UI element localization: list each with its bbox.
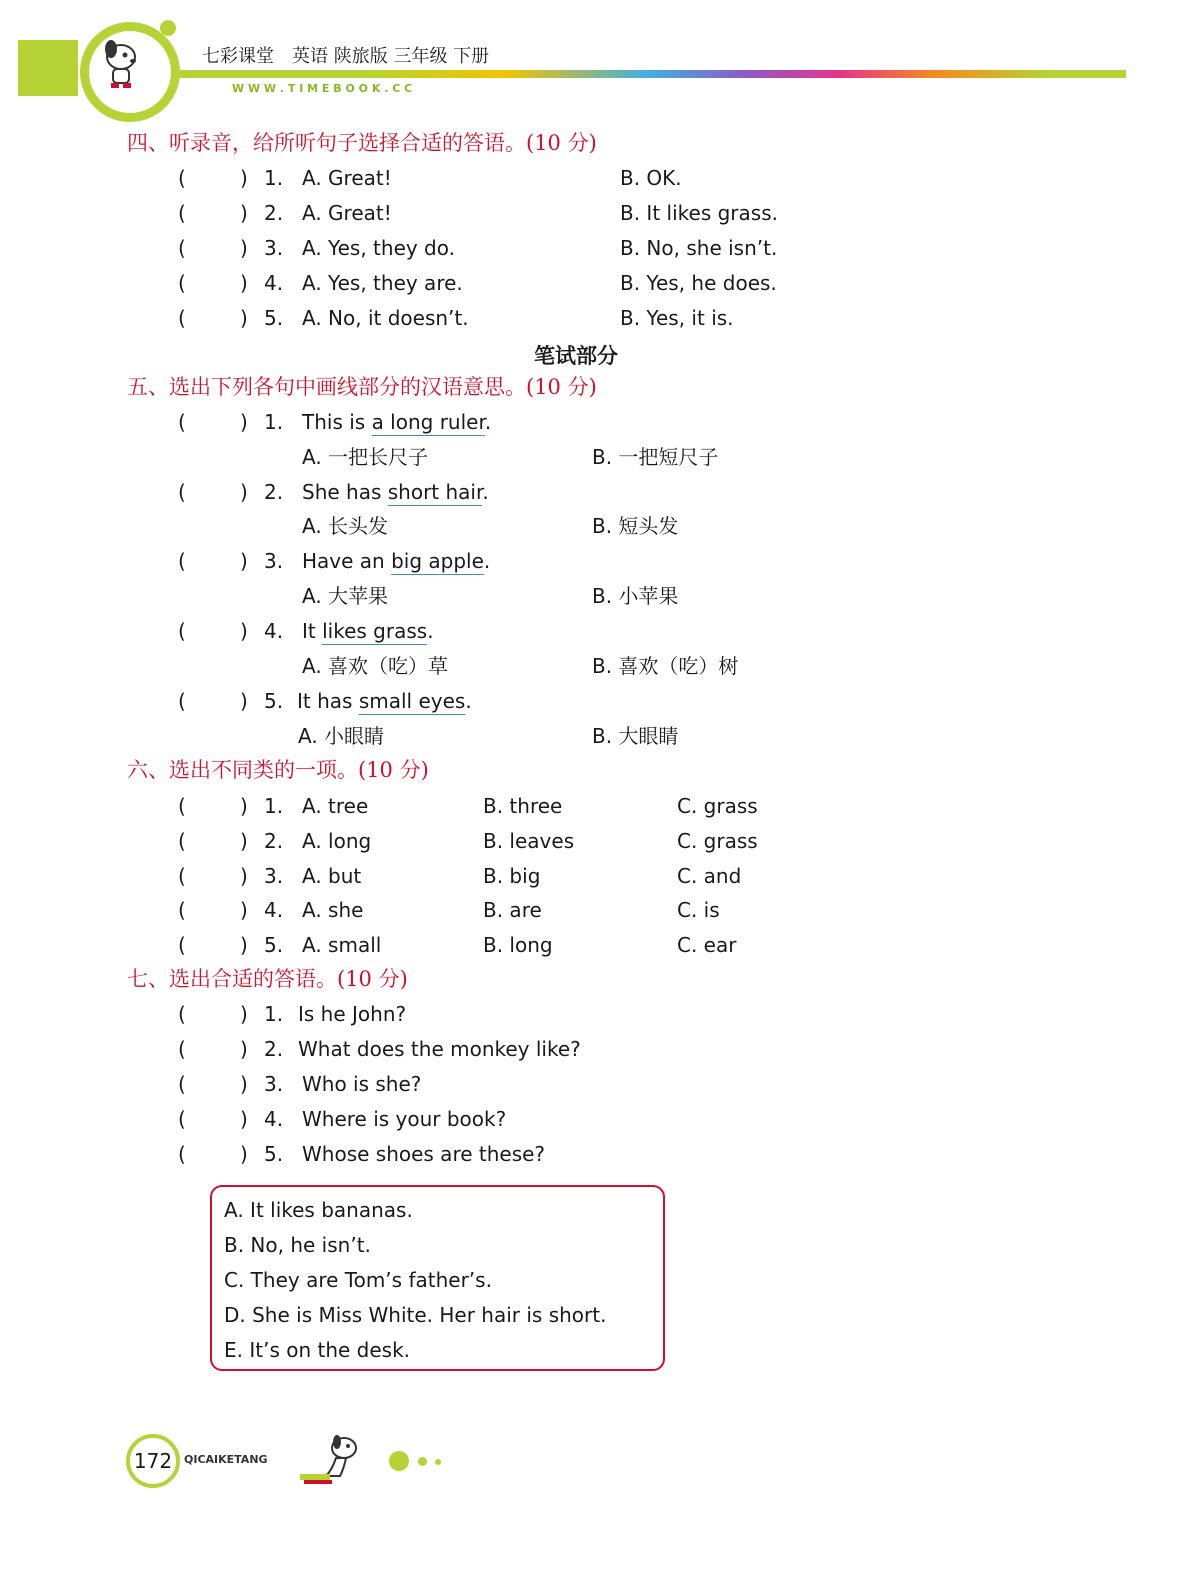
- item-number: 1.: [264, 410, 284, 434]
- answer-bracket-close: ): [240, 898, 248, 922]
- item-number: 4.: [264, 619, 284, 643]
- answer-bracket-open: (: [178, 1037, 186, 1061]
- item-number: 2.: [264, 480, 284, 504]
- sentence: [302, 619, 434, 643]
- sentence-post: .: [484, 410, 492, 434]
- item-number: 3.: [264, 1072, 284, 1096]
- option-b: B. It likes grass.: [620, 201, 778, 225]
- option-a: A. but: [302, 864, 362, 888]
- answer-bracket-open: (: [178, 236, 186, 260]
- footer-mascot: [296, 1430, 370, 1494]
- answer-bracket-close: ): [240, 166, 248, 190]
- answer-option: E. It’s on the desk.: [224, 1338, 411, 1362]
- answer-bracket-open: (: [178, 306, 186, 330]
- item-number: 4.: [264, 271, 284, 295]
- answer-bracket-close: ): [240, 1142, 248, 1166]
- answer-bracket-close: ): [240, 549, 248, 573]
- header-title: 七彩课堂 英语 陕旅版 三年级 下册: [202, 46, 490, 67]
- option-a: A. Great!: [302, 166, 392, 190]
- option-b: B. 小苹果: [592, 584, 679, 608]
- answer-bracket-close: ): [240, 864, 248, 888]
- section4-title: 四、听录音，给所听句子选择合适的答语。(10 分): [127, 131, 597, 155]
- item-number: 1.: [264, 1002, 284, 1026]
- option-a: A. long: [302, 829, 372, 853]
- section7-title: 七、选出合适的答语。(10 分): [127, 967, 408, 991]
- sentence-post: .: [482, 480, 489, 504]
- item-number: 2.: [264, 829, 284, 853]
- answer-bracket-close: ): [240, 271, 248, 295]
- option-a: A. No, it doesn’t.: [302, 306, 469, 330]
- footer-dot-medium: [418, 1457, 427, 1466]
- option-b: B. leaves: [483, 829, 575, 853]
- logo-dot: [160, 20, 176, 36]
- answer-bracket-close: ): [240, 480, 248, 504]
- answer-option: D. She is Miss White. Her hair is short.: [224, 1303, 607, 1327]
- option-a: A. 小眼睛: [298, 724, 385, 748]
- answer-bracket-open: (: [178, 271, 186, 295]
- footer-dot-small: [435, 1459, 441, 1465]
- sentence: [302, 549, 490, 573]
- sentence-post: .: [483, 549, 491, 573]
- question: What does the monkey like?: [298, 1037, 581, 1061]
- answer-option: C. They are Tom’s father’s.: [224, 1268, 492, 1292]
- footer-dot-large: [389, 1451, 409, 1471]
- item-number: 3.: [264, 864, 284, 888]
- mascot-logo: [80, 22, 180, 122]
- answer-bracket-open: (: [178, 410, 186, 434]
- item-number: 4.: [264, 1107, 284, 1131]
- option-b: B. long: [483, 933, 553, 957]
- option-c: C. grass: [677, 829, 758, 853]
- underlined-phrase: likes grass: [322, 619, 428, 643]
- option-c: C. and: [677, 864, 742, 888]
- answer-bracket-close: ): [240, 201, 248, 225]
- option-a: A. Great!: [302, 201, 392, 225]
- option-a: A. she: [302, 898, 364, 922]
- option-a: A. tree: [302, 794, 369, 818]
- answer-bracket-open: (: [178, 898, 186, 922]
- answer-bracket-open: (: [178, 1142, 186, 1166]
- option-a: A. 一把长尺子: [302, 445, 429, 469]
- page-number: 172: [126, 1434, 180, 1488]
- answer-bracket-open: (: [178, 166, 186, 190]
- answer-bracket-close: ): [240, 1002, 248, 1026]
- option-a: A. 长头发: [302, 514, 389, 538]
- option-b: B. OK.: [620, 166, 682, 190]
- answer-bracket-close: ): [240, 1072, 248, 1096]
- option-a: A. Yes, they do.: [302, 236, 455, 260]
- answer-bracket-open: (: [178, 619, 186, 643]
- option-b: B. big: [483, 864, 541, 888]
- written-part-title: 笔试部分: [534, 343, 618, 368]
- answer-bracket-open: (: [178, 549, 186, 573]
- item-number: 5.: [264, 689, 284, 713]
- answer-bracket-open: (: [178, 1107, 186, 1131]
- sentence: [297, 689, 472, 713]
- option-b: B. 一把短尺子: [592, 445, 719, 469]
- item-number: 3.: [264, 236, 284, 260]
- answer-bracket-close: ): [240, 236, 248, 260]
- option-b: B. Yes, he does.: [620, 271, 777, 295]
- answer-bracket-close: ): [240, 1037, 248, 1061]
- header-rainbow-line: [170, 70, 1126, 78]
- option-c: C. ear: [677, 933, 737, 957]
- sentence: [302, 480, 489, 504]
- sentence-pre: She has: [302, 480, 388, 504]
- answer-bracket-open: (: [178, 864, 186, 888]
- sentence-pre: This is: [302, 410, 372, 434]
- answer-bracket-close: ): [240, 619, 248, 643]
- answer-option: B. No, he isn’t.: [224, 1233, 371, 1257]
- answer-bracket-close: ): [240, 829, 248, 853]
- item-number: 5.: [264, 1142, 284, 1166]
- footer-brand: QICAIKETANG: [184, 1453, 268, 1466]
- dog-mascot-icon: [89, 31, 153, 95]
- option-b: B. 喜欢（吃）树: [592, 654, 739, 678]
- answer-bracket-close: ): [240, 933, 248, 957]
- answer-option: A. It likes bananas.: [224, 1198, 413, 1222]
- answer-bracket-open: (: [178, 794, 186, 818]
- underlined-phrase: a long ruler: [371, 410, 485, 434]
- item-number: 4.: [264, 898, 284, 922]
- item-number: 1.: [264, 166, 284, 190]
- answer-bracket-close: ): [240, 410, 248, 434]
- answer-bracket-close: ): [240, 689, 248, 713]
- question: Where is your book?: [302, 1107, 507, 1131]
- header-website: W W W . T I M E B O O K . C C: [232, 82, 413, 95]
- answer-bracket-open: (: [178, 933, 186, 957]
- option-b: B. are: [483, 898, 542, 922]
- option-b: B. 短头发: [592, 514, 679, 538]
- option-b: B. three: [483, 794, 563, 818]
- sentence: [302, 410, 491, 434]
- answer-bracket-open: (: [178, 689, 186, 713]
- item-number: 3.: [264, 549, 284, 573]
- item-number: 1.: [264, 794, 284, 818]
- item-number: 5.: [264, 306, 284, 330]
- sentence-pre: Have an: [302, 549, 392, 573]
- sentence-post: .: [427, 619, 434, 643]
- sentence-post: .: [465, 689, 472, 713]
- option-a: A. Yes, they are.: [302, 271, 463, 295]
- section5-title: 五、选出下列各句中画线部分的汉语意思。(10 分): [127, 375, 597, 399]
- answer-bracket-close: ): [240, 1107, 248, 1131]
- item-number: 5.: [264, 933, 284, 957]
- option-a: A. 喜欢（吃）草: [302, 654, 449, 678]
- answer-bracket-close: ): [240, 794, 248, 818]
- header-decor-bar: [18, 40, 78, 96]
- option-a: A. small: [302, 933, 382, 957]
- item-number: 2.: [264, 1037, 284, 1061]
- sentence-pre: It has: [297, 689, 359, 713]
- dog-mascot-icon: [296, 1430, 370, 1490]
- underlined-phrase: big apple: [391, 549, 484, 573]
- question: Whose shoes are these?: [302, 1142, 546, 1166]
- answer-bracket-open: (: [178, 829, 186, 853]
- answer-bracket-open: (: [178, 1002, 186, 1026]
- option-c: C. grass: [677, 794, 758, 818]
- answer-bracket-open: (: [178, 1072, 186, 1096]
- answer-bracket-open: (: [178, 201, 186, 225]
- option-a: A. 大苹果: [302, 584, 389, 608]
- item-number: 2.: [264, 201, 284, 225]
- option-b: B. No, she isn’t.: [620, 236, 778, 260]
- underlined-phrase: small eyes: [358, 689, 466, 713]
- underlined-phrase: short hair: [387, 480, 483, 504]
- sentence-pre: It: [302, 619, 323, 643]
- question: Who is she?: [302, 1072, 422, 1096]
- option-b: B. 大眼睛: [592, 724, 679, 748]
- answer-bracket-close: ): [240, 306, 248, 330]
- answer-bracket-open: (: [178, 480, 186, 504]
- question: Is he John?: [298, 1002, 407, 1026]
- option-c: C. is: [677, 898, 720, 922]
- section6-title: 六、选出不同类的一项。(10 分): [127, 758, 429, 782]
- option-b: B. Yes, it is.: [620, 306, 734, 330]
